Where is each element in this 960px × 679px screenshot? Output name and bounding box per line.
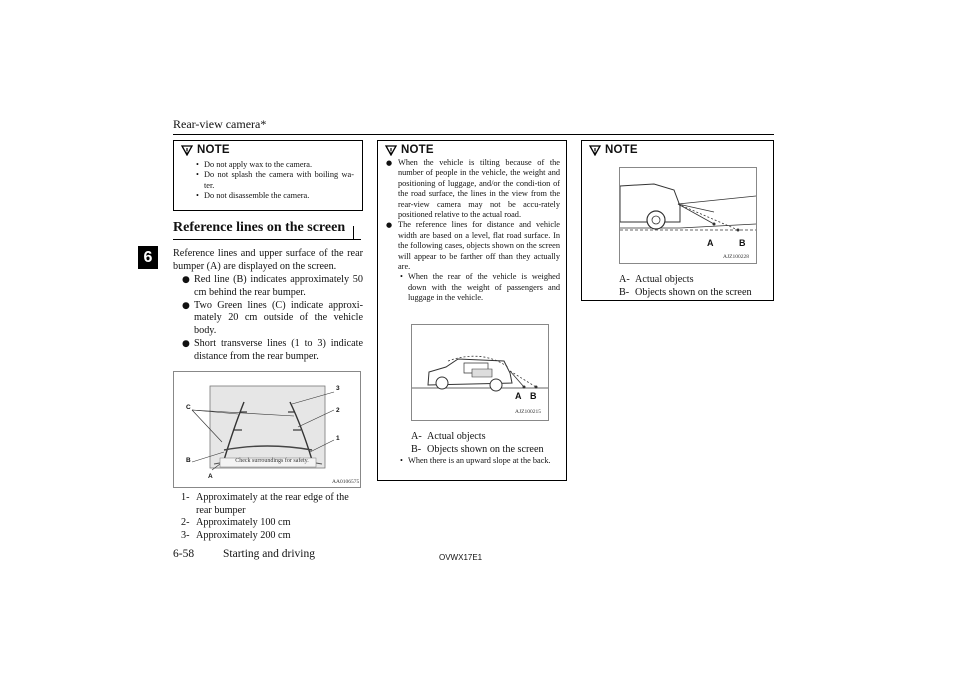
legend-num: A- (619, 274, 630, 285)
legend-text: Approximately at the rear edge of the rear bumper (196, 492, 349, 516)
heading-rule (173, 239, 361, 240)
label-b: B (739, 238, 746, 248)
note-item: • Do not disassemble the camera. (204, 191, 354, 201)
legend-text: Approximately 100 cm (196, 517, 291, 529)
label-b: B (186, 457, 191, 464)
bullet-dot: ● (182, 338, 190, 349)
note-header (180, 144, 362, 156)
note-item: • Do not apply wax to the camera. (204, 160, 354, 170)
note-sub-item: • When the rear of the vehicle is weighed down with the weight of passengers and luggage in the vehicle. (408, 272, 560, 303)
figure-code: AA0106575 (332, 479, 360, 485)
section-bullets (182, 274, 363, 364)
note-2-para-2: The reference lines for distance and vehicle width are based on a level, flat road surface. In the following cases, objects shown on the screen will appear to be farther off than they actually are. (398, 220, 560, 272)
figure-code: AJZ100215 (515, 409, 541, 415)
camera-screen-figure (173, 371, 361, 488)
running-header: Rear-view camera* (173, 117, 267, 131)
note-sub-item: • When there is an upward slope at the back. (408, 456, 560, 466)
legend-text: Objects shown on the screen (427, 443, 544, 455)
label-3: 3 (336, 385, 340, 392)
vehicle-tilt-diagram (412, 325, 548, 420)
legend-num: 3- (181, 529, 190, 541)
screen-caption: Check surroundings for safety. (235, 458, 309, 464)
legend-num: A- (411, 431, 422, 442)
note-1-list (204, 160, 354, 202)
warning-icon (180, 145, 194, 156)
figure-legend (619, 274, 769, 299)
bullet-dot: ● (182, 275, 190, 285)
legend-row (619, 287, 769, 300)
heading-rule-tick (353, 226, 354, 240)
legend-row (181, 517, 361, 530)
note-label: NOTE (605, 144, 638, 156)
legend-num: 1- (181, 492, 190, 503)
note-item: • Do not splash the camera with boiling wa-ter. (204, 170, 354, 191)
bullet-text: Red line (B) indicates approximately 50 cm behind the rear bumper. (194, 274, 363, 298)
label-c: C (186, 404, 191, 411)
figure-legend (181, 492, 361, 542)
legend-row (619, 274, 769, 287)
label-b: B (530, 391, 537, 401)
note-2-body (386, 220, 560, 272)
bullet-dot: ● (386, 159, 393, 167)
note-header (588, 144, 773, 156)
legend-text: Objects shown on the screen (635, 286, 752, 298)
bullet-text: Two Green lines (C) indicate approxi-mately 20 cm outside of the vehicle body. (194, 299, 363, 337)
slope-figure (619, 167, 757, 264)
legend-row (181, 530, 361, 543)
legend-row (411, 431, 561, 444)
note-2-body (386, 158, 560, 220)
legend-row (411, 444, 561, 457)
slope-diagram (620, 168, 756, 263)
vehicle-tilt-figure (411, 324, 549, 421)
note-box-1 (173, 140, 363, 211)
note-2-sublist-2 (408, 456, 560, 466)
label-a: A (208, 473, 213, 480)
label-a: A (707, 238, 714, 248)
label-a: A (515, 391, 522, 401)
bullet-dot: ● (182, 300, 190, 311)
page-number: 6-58 (173, 548, 195, 560)
bullet-text: Short transverse lines (1 to 3) indicate distance from the rear bumper. (194, 337, 363, 362)
note-box-2 (377, 140, 567, 481)
note-2-para-1: When the vehicle is tilting because of the number of people in the vehicle, the weight and positioning of luggage, and/or the condi-tion of the road surface, the lines in the view from the rear-view camera may not be accu-rately positioned relative to the actual road. (398, 158, 560, 220)
note-box-3 (581, 140, 774, 301)
section-heading: Reference lines on the screen (173, 220, 346, 235)
bullet-dot: ● (386, 221, 393, 230)
note-2-sublist-1 (408, 272, 560, 303)
note-label: NOTE (401, 144, 434, 156)
figure-code: AJZ100228 (723, 254, 749, 260)
section-intro: Reference lines and upper surface of the rear bumper (A) are displayed on the screen. (173, 248, 363, 272)
legend-num: 2- (181, 517, 190, 529)
legend-num: B- (411, 443, 422, 455)
legend-text: Approximately 200 cm (196, 529, 291, 541)
camera-screen-diagram (174, 372, 360, 487)
chapter-title: Starting and driving (223, 548, 315, 560)
label-2: 2 (336, 407, 340, 414)
note-header (384, 144, 566, 156)
legend-num: B- (619, 286, 630, 298)
warning-icon (588, 145, 602, 156)
header-rule (173, 134, 774, 135)
warning-icon (384, 145, 398, 156)
legend-row (181, 492, 361, 517)
document-code: OVWX17E1 (439, 553, 483, 562)
legend-text: Actual objects (427, 431, 486, 442)
section-tab: 6 (138, 246, 158, 269)
legend-text: Actual objects (635, 274, 694, 285)
label-1: 1 (336, 435, 340, 442)
note-label: NOTE (197, 144, 230, 156)
figure-legend (411, 431, 561, 456)
